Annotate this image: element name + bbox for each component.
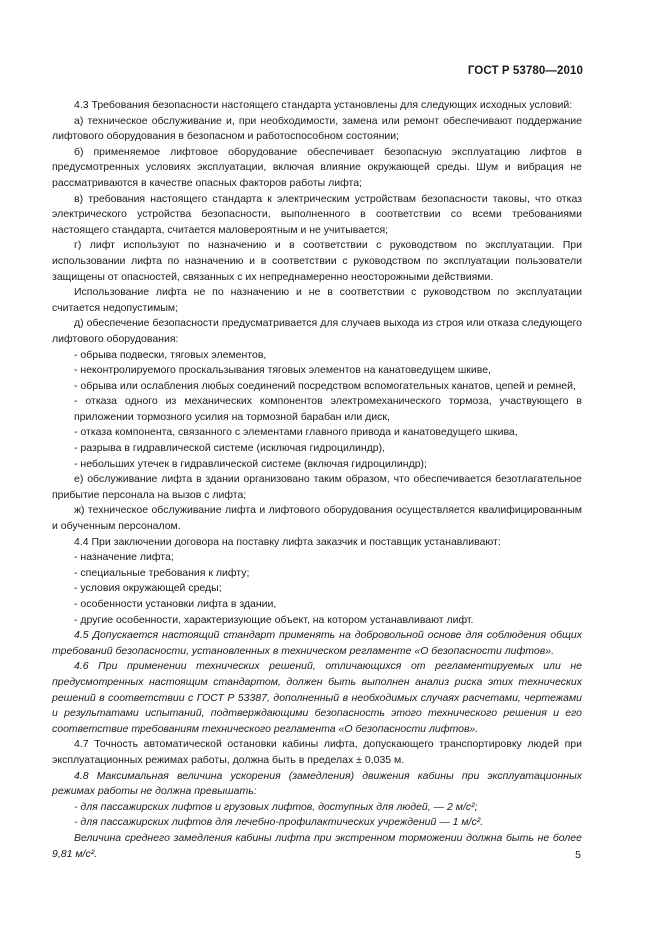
paragraph: б) применяемое лифтовое оборудование обеспечивает безопасную эксплуатацию лифтов в предусмотренных условиях эксплуатации, включая влияние окружающей среды. Шум и вибрация не рассматриваются в качестве опасных факторов работы лифта; <box>52 145 582 189</box>
paragraph: - отказа одного из механических компонентов электромеханического тормоза, участвующего в приложении тормозного усилия на тормозной барабан или диск, <box>74 395 582 423</box>
paragraph: 4.6 При применении технических решений, отличающихся от регламентируемых или не предусмотренных настоящим стандартом, должен быть выполнен анализ риска этих технических решений в соответствии с ГОСТ Р 53387, дополненный в необходимых случаях расчетами, чертежами и результатами испытаний, подтверждающими безопасность этого технического решения и его соответствие требованиям технического регламента «О безопасности лифтов». <box>52 660 582 735</box>
paragraph: - особенности установки лифта в здании, <box>74 598 277 610</box>
paragraph: а) техническое обслуживание и, при необходимости, замена или ремонт обеспечивают поддержание лифтового оборудования в безопасном и работоспособном состоянии; <box>52 114 582 143</box>
paragraph: 4.4 При заключении договора на поставку лифта заказчик и поставщик устанавливают: <box>74 535 501 548</box>
paragraph: 4.3 Требования безопасности настоящего стандарта установлены для следующих исходных условий: <box>74 99 573 111</box>
page-number: 5 <box>575 849 581 861</box>
paragraph: в) требования настоящего стандарта к электрическим устройствам безопасности таковы, что отказ электрического устройства безопасности, выполненного в соответствии со всеми требованиями настоящего стандарта, считается маловероятным и не учитывается; <box>52 192 582 236</box>
paragraph: - специальные требования к лифту; <box>74 566 250 579</box>
paragraph: - назначение лифта; <box>74 551 174 564</box>
paragraph: - другие особенности, характеризующие объект, на котором устанавливают лифт. <box>74 613 474 626</box>
paragraph: 4.8 Максимальная величина ускорения (замедления) движения кабины при эксплуатационных режимах работы не должна превышать: <box>52 769 582 798</box>
paragraph: - отказа компонента, связанного с элементами главного привода и канатоведущего шкива, <box>74 426 518 439</box>
paragraph: е) обслуживание лифта в здании организовано таким образом, что обеспечивается безотлагательное прибытие персонала на вызов с лифта; <box>52 473 582 501</box>
paragraph: 4.7 Точность автоматической остановки кабины лифта, допускающего транспортировку людей при эксплуатационных режимах работы, должна быть в пределах ± 0,035 м. <box>52 738 582 766</box>
paragraph: - для пассажирских лифтов и грузовых лифтов, доступных для людей, — 2 м/с²; <box>74 800 478 813</box>
paragraph: - разрыва в гидравлической системе (исключая гидроцилиндр), <box>74 442 386 455</box>
paragraph: - обрыва подвески, тяговых элементов, <box>74 348 267 361</box>
paragraph: ж) техническое обслуживание лифта и лифтового оборудования осуществляется квалифицированным и обученным персоналом. <box>52 504 582 533</box>
paragraph: - условия окружающей среды; <box>74 582 222 595</box>
paragraph: г) лифт используют по назначению и в соответствии с руководством по эксплуатации. При использовании лифта по назначению и в соответствии с руководством по эксплуатации пользователи защищены от опасностей, связанных с их непреднамеренно неосторожными действиями. <box>52 239 582 283</box>
paragraph: Использование лифта не по назначению и не в соответствии с руководством по эксплуатации считается недопустимым; <box>52 286 582 314</box>
paragraph: - для пассажирских лифтов для лечебно-профилактических учреждений — 1 м/с². <box>74 816 484 829</box>
paragraph: - небольших утечек в гидравлической системе (включая гидроцилиндр); <box>74 457 427 470</box>
paragraph: - неконтролируемого проскальзывания тяговых элементов на канатоведущем шкиве, <box>74 364 491 377</box>
paragraph: - обрыва или ослабления любых соединений посредством вспомогательных канатов, цепей и ремней, <box>74 379 576 392</box>
paragraph: Величина среднего замедления кабины лифта при экстренном торможении должна быть не более 9,81 м/с². <box>52 831 582 860</box>
document-body <box>52 98 582 862</box>
paragraph: д) обеспечение безопасности предусматривается для случаев выхода из строя или отказа следующего лифтового оборудования: <box>52 317 582 345</box>
standard-header: ГОСТ Р 53780—2010 <box>467 65 583 77</box>
paragraph: 4.5 Допускается настоящий стандарт применять на добровольной основе для соблюдения общих требований безопасности, установленных в техническом регламенте «О безопасности лифтов». <box>52 629 582 657</box>
